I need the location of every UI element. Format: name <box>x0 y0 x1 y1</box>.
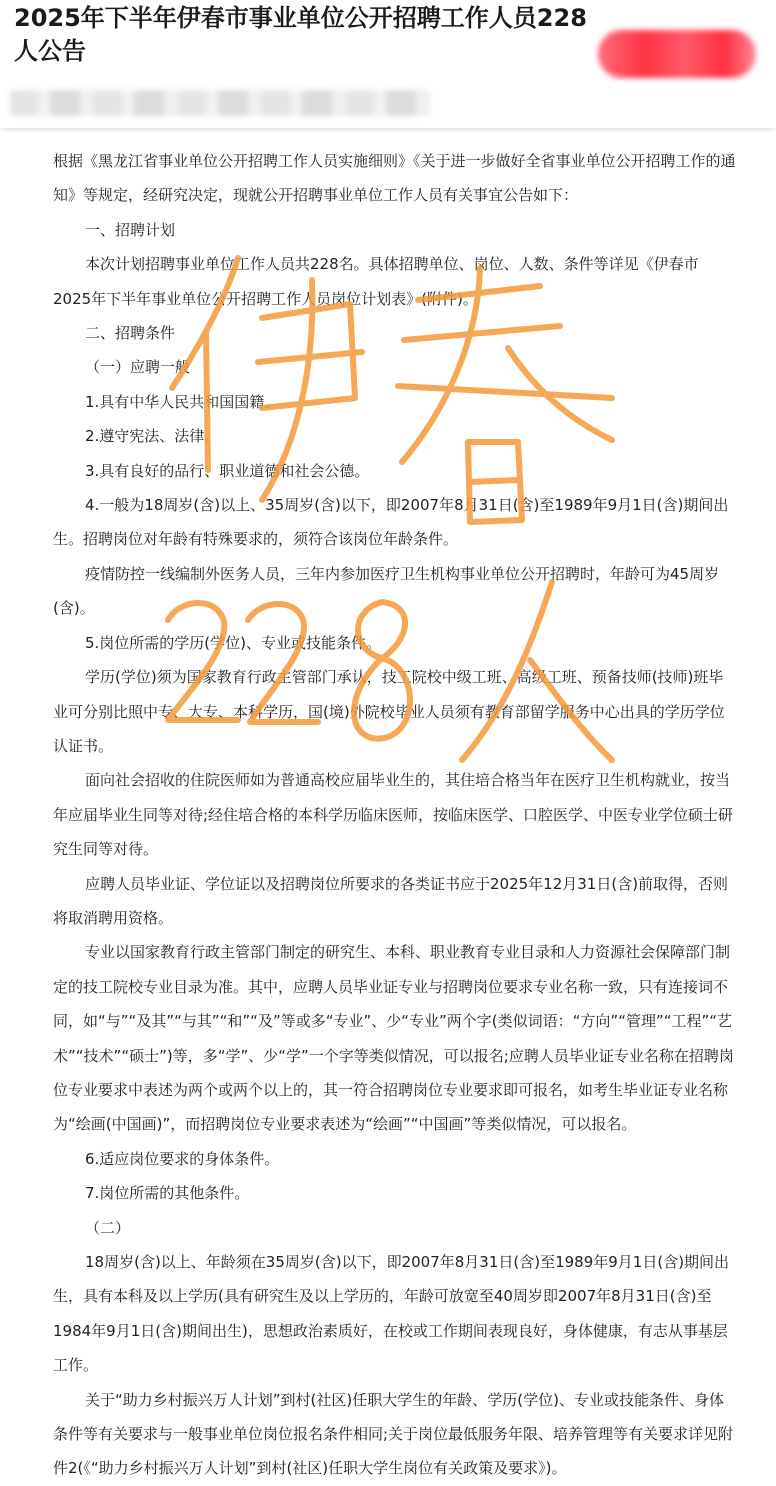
section-heading-plan: 一、招聘计划 <box>85 220 176 239</box>
education-paragraph: 学历(学位)须为国家教育行政主管部门承认，技工院校中级工班、高级工班、预备技师(技师)班毕业可分别比照中专、大专、本科学历，国(境)外院校毕业人员须有教育部留学服务中心出具的学历学位认证书。 <box>53 668 725 755</box>
subsection-two: （二） <box>85 1218 131 1237</box>
redacted-author-badge <box>598 30 756 78</box>
medical-staff-paragraph: 疫情防控一线编制外医务人员，三年内参加医疗卫生机构事业单位公开招聘时，年龄可为45周岁(含)。 <box>53 564 720 618</box>
major-paragraph: 专业以国家教育行政主管部门制定的研究生、本科、职业教育专业目录和人力资源社会保障部门制定的技工院校专业目录为准。其中，应聘人员毕业证专业与招聘岗位要求专业名称一致，只有连接词不同，如“与”“及其”“与其”“和”“及”等或多“专业”、少“专业”两个字(类似词语：“方向”“管理”“工程”“艺术”“技术”“硕士”)等，多“学”、少“学”一个字等类似情况，可以报名;应聘人员毕业证专业名称在招聘岗位专业要求中表述为两个或两个以上的，其一符合招聘岗位专业要求即可报名，如考生毕业证专业名称为“绘画(中国画)”，而招聘岗位专业要求表述为“绘画”“中国画”等类似情况，可以报名。 <box>53 943 734 1134</box>
certificate-paragraph: 应聘人员毕业证、学位证以及招聘岗位所要求的各类证书应于2025年12月31日(含)前取得，否则将取消聘用资格。 <box>53 874 729 927</box>
condition-item-7: 7.岗位所需的其他条件。 <box>85 1184 250 1203</box>
condition-item-1: 1.具有中华人民共和国国籍。 <box>85 392 280 411</box>
section-heading-conditions: 二、招聘条件 <box>85 324 176 343</box>
condition-item-3: 3.具有良好的品行、职业道德和社会公德。 <box>85 461 370 480</box>
condition-item-6: 6.适应岗位要求的身体条件。 <box>85 1149 280 1168</box>
condition-item-5: 5.岗位所需的学历(学位)、专业或技能条件。 <box>85 633 382 652</box>
subsection-general: （一）应聘一般 <box>85 358 191 377</box>
page-header <box>0 0 776 128</box>
redacted-meta-line <box>10 90 430 116</box>
resident-doctor-paragraph: 面向社会招收的住院医师如为普通高校应届毕业生的，其住培合格当年在医疗卫生机构就业，按当年应届毕业生同等对待;经住培合格的本科学历临床医师，按临床医学、口腔医学、中医专业学位硕士研究生同等对待。 <box>53 771 734 859</box>
condition-item-4: 4.一般为18周岁(含)以上、35周岁(含)以下，即2007年8月31日(含)至1989年9月1日(含)期间出生。招聘岗位对年龄有特殊要求的，须符合该岗位年龄条件。 <box>53 496 729 549</box>
intro-paragraph: 根据《黑龙江省事业单位公开招聘工作人员实施细则》《关于进一步做好全省事业单位公开招聘工作的通知》等规定，经研究决定，现就公开招聘事业单位工作人员有关事宜公告如下： <box>53 152 736 205</box>
age-paragraph: 18周岁(含)以上、年龄须在35周岁(含)以下，即2007年8月31日(含)至1989年9月1日(含)期间出生，具有本科及以上学历(具有研究生及以上学历的，年龄可放宽至40周岁即2007年8月31日(含)至1984年9月1日(含)期间出生)，思想政治素质好，在校或工作期间表现良好，身体健康，有志从事基层工作。 <box>53 1253 730 1375</box>
plan-paragraph: 本次计划招聘事业单位工作人员共228名。具体招聘单位、岗位、人数、条件等详见《伊春市2025年下半年事业单位公开招聘工作人员岗位计划表》(附件)。 <box>53 255 699 308</box>
condition-item-2: 2.遵守宪法、法律。 <box>85 427 220 446</box>
page-title: 2025年下半年伊春市事业单位公开招聘工作人员228人公告 <box>14 4 587 65</box>
rural-plan-paragraph: 关于“助力乡村振兴万人计划”到村(社区)任职大学生的年龄、学历(学位)、专业或技能条件、身体条件等有关要求与一般事业单位岗位报名条件相同;关于岗位最低服务年限、培养管理等有关要求详见附件2(《“助力乡村振兴万人计划”到村(社区)任职大学生岗位有关政策及要求》)。 <box>53 1390 734 1478</box>
article-body <box>0 128 776 1486</box>
